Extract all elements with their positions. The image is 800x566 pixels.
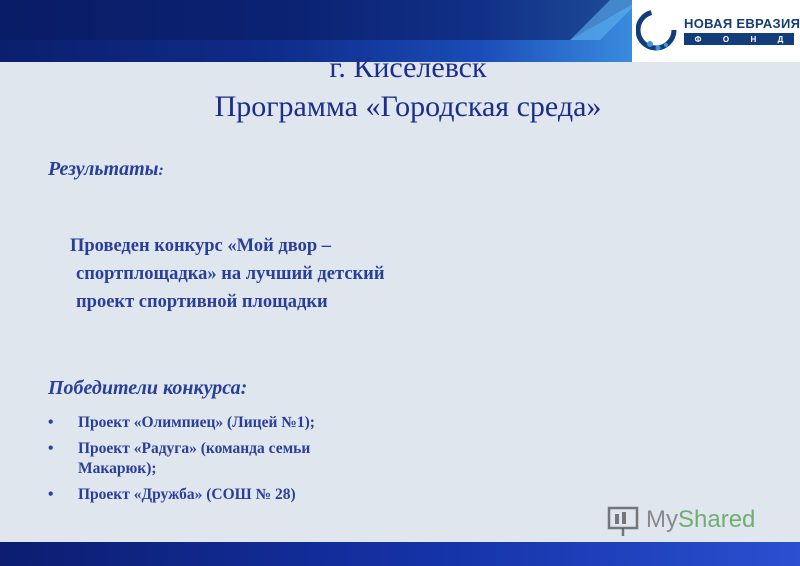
logo-fund-bar [684,33,794,45]
winners-list [48,413,388,511]
title-program: Программа «Городская среда» [214,90,602,123]
logo-fund-letter: Д [777,34,784,44]
bottom-banner [0,542,800,566]
results-heading-colon: : [158,162,164,179]
logo-fund-letter: Ф [694,34,702,44]
presentation-icon [606,504,642,538]
results-heading [48,158,164,181]
slide-title [0,48,800,126]
winners-heading: Победители конкурса: [48,377,248,399]
list-item: • Проект «Дружба» (СОШ № 28) [48,485,388,505]
logo-title: НОВАЯ ЕВРАЗИЯ [684,16,800,31]
results-text: Проведен конкурс «Мой двор – спортплощадка» на лучший детский проект спортивной площадки [70,236,385,312]
myshared-watermark [606,500,766,540]
logo-fund-letter: Н [750,34,757,44]
watermark-part2: Shared [678,506,756,533]
list-item: • Проект «Радуга» (команда семьи Макарюк); [48,439,388,479]
watermark-part1: My [646,506,678,533]
logo-fund-letter: О [722,34,730,44]
results-heading-text: Результаты [48,158,159,180]
watermark-text [646,506,755,534]
title-city: г. Киселевск [329,51,487,84]
list-item: • Проект «Олимпиец» (Лицей №1); [48,413,388,433]
